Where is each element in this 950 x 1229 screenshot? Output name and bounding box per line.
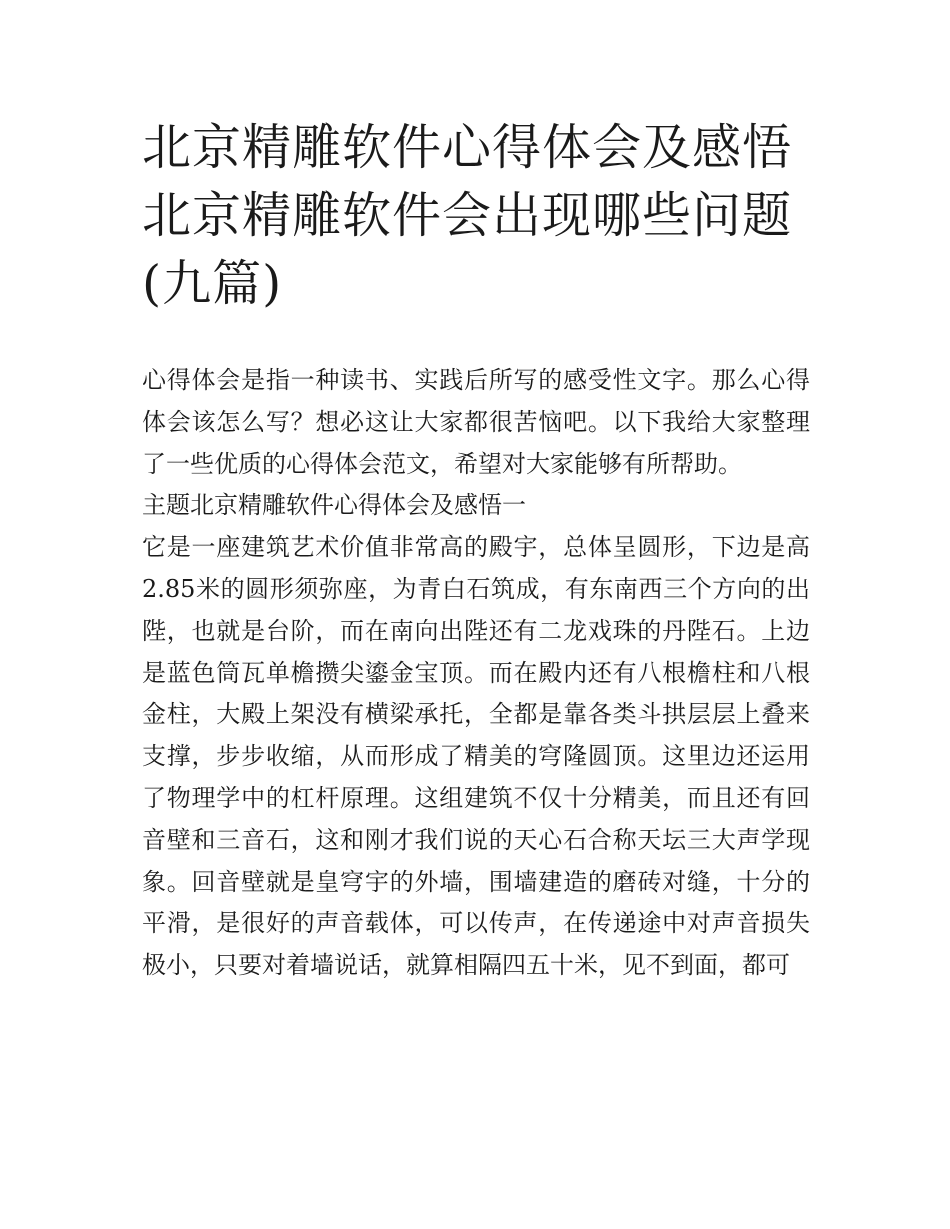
- intro-paragraph: 心得体会是指一种读书、实践后所写的感受性文字。那么心得体会该怎么写？想必这让大家都很苦恼吧。以下我给大家整理了一些优质的心得体会范文，希望对大家能够有所帮助。: [142, 366, 810, 478]
- document-title: 北京精雕软件心得体会及感悟 北京精雕软件会出现哪些问题(九篇): [142, 119, 793, 312]
- document-body: [142, 360, 810, 987]
- body-paragraph: 它是一座建筑艺术价值非常高的殿宇，总体呈圆形，下边是高2.85米的圆形须弥座，为青白石筑成，有东南西三个方向的出陛，也就是台阶，而在南向出陛还有二龙戏珠的丹陛石。上边是蓝色筒瓦单檐攒尖鎏金宝顶。而在殿内还有八根檐柱和八根金柱，大殿上架没有横梁承托，全都是靠各类斗拱层层上叠来支撑，步步收缩，从而形成了精美的穹隆圆顶。这里边还运用了物理学中的杠杆原理。这组建筑不仅十分精美，而且还有回音壁和三音石，这和刚才我们说的天心石合称天坛三大声学现象。回音壁就是皇穹宇的外墙，围墙建造的磨砖对缝，十分的平滑，是很好的声音载体，可以传声，在传递途中对声音损失极小，只要对着墙说话，就算相隔四五十米，见不到面，都可: [142, 533, 810, 980]
- section-heading: 主题北京精雕软件心得体会及感悟一: [142, 491, 526, 520]
